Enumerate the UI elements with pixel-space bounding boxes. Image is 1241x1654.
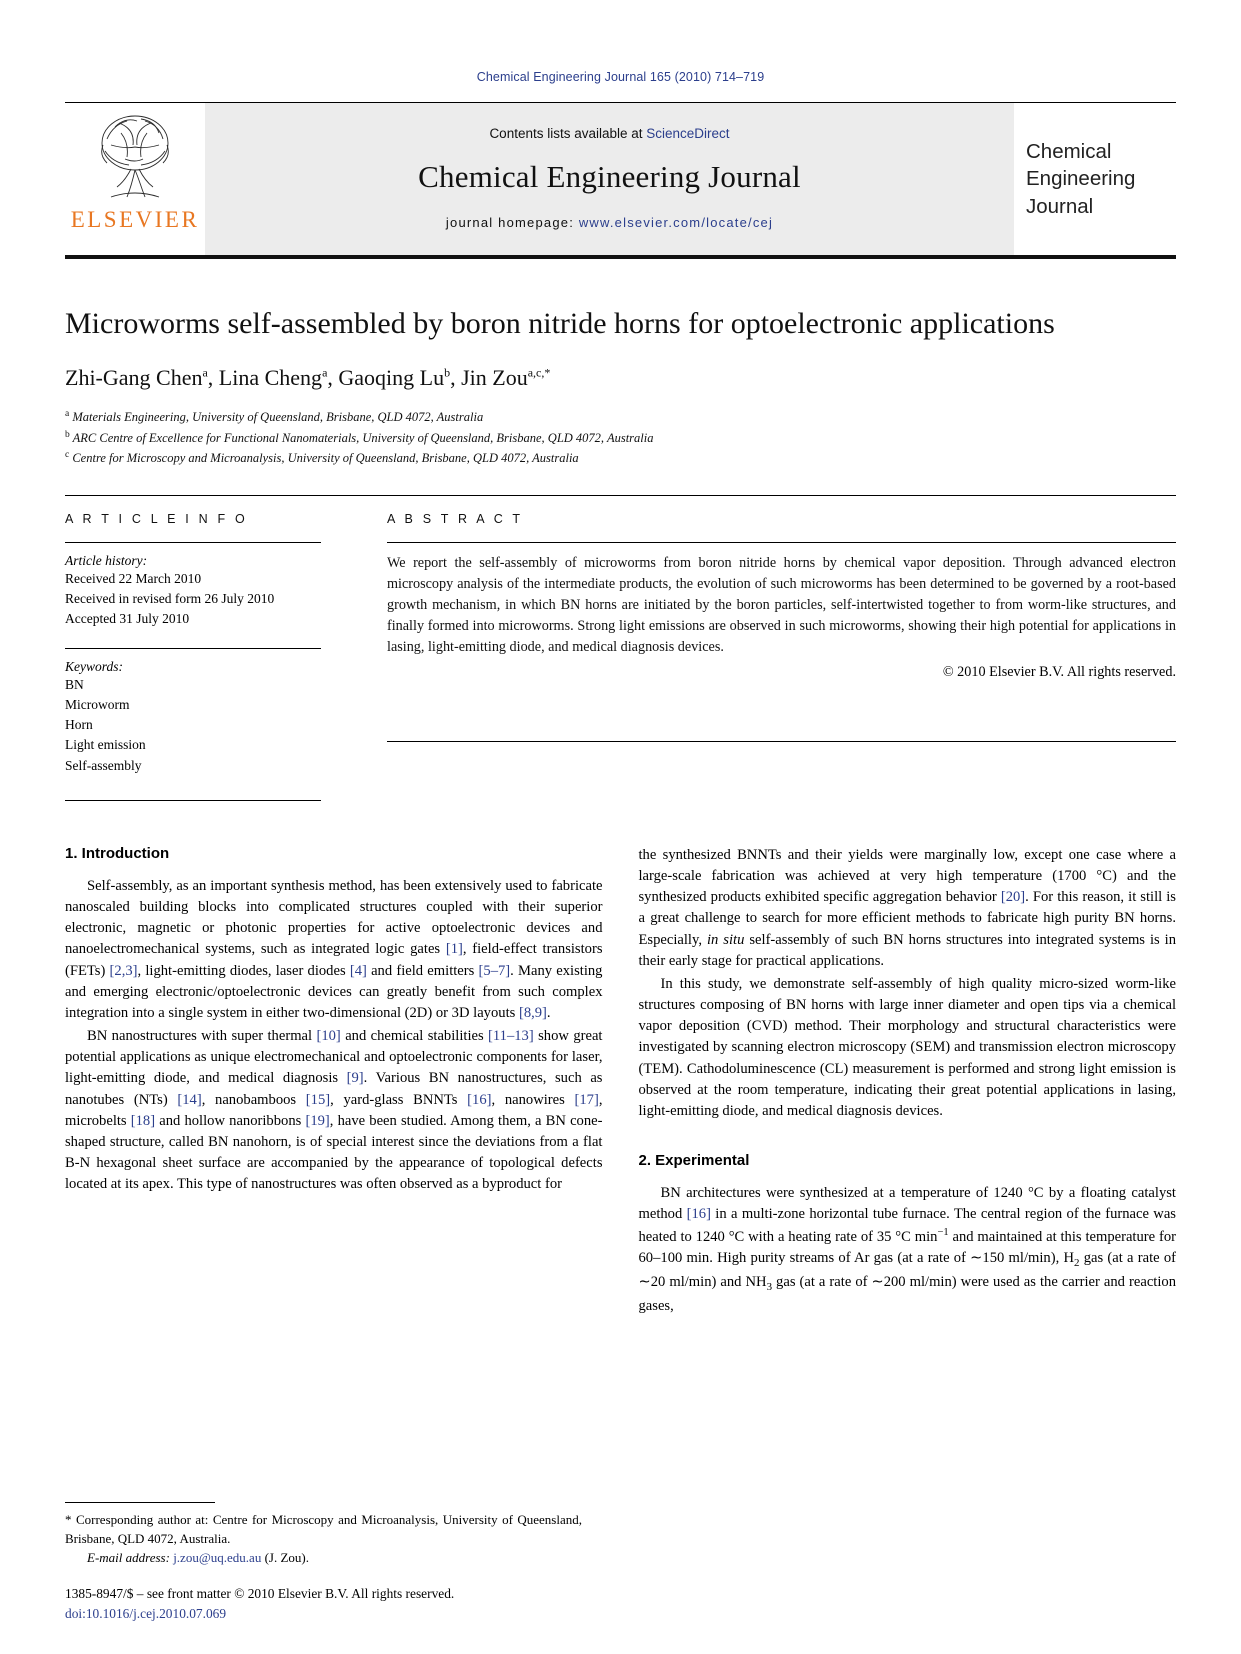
journal-title: Chemical Engineering Journal <box>418 159 801 194</box>
footer-imprint <box>65 1584 625 1624</box>
citation-link[interactable]: [20] <box>1000 889 1026 906</box>
article-info-column <box>65 512 351 801</box>
homepage-link[interactable]: www.elsevier.com/locate/cej <box>578 215 774 230</box>
contents-prefix: Contents lists available at <box>489 126 647 141</box>
citation-link[interactable]: [16] <box>467 1091 492 1108</box>
contents-available-line <box>489 126 729 141</box>
citation-link[interactable]: [17] <box>574 1091 599 1108</box>
journal-masthead <box>65 102 1176 259</box>
citation-link[interactable]: [9] <box>346 1070 364 1087</box>
citation-link[interactable]: [15] <box>305 1091 331 1108</box>
keyword-item: Self-assembly <box>65 757 142 773</box>
body-column-left <box>65 845 603 1319</box>
footnote-area <box>65 1502 582 1568</box>
footnote-divider <box>65 1502 215 1503</box>
section-heading-introduction: 1. Introduction <box>65 844 170 862</box>
journal-cover-title <box>1014 103 1176 255</box>
email-note <box>65 1549 582 1568</box>
cover-line-3: Journal <box>1026 194 1094 218</box>
article-info-heading: A R T I C L E I N F O <box>65 511 248 526</box>
citation-link[interactable]: [5–7] <box>478 962 511 979</box>
abstract-text: We report the self-assembly of microworms from boron nitride horns by chemical vapor deposition. Through advanced electron microscopy analysis of the intermediate products, the evolution of such microworms has been determined to be governed by a root-based growth mechanism, in which BN horns are initiated by the boron particles, self-intertwisted together to from worm-like structures, and finally formed into microworms. Strong light emissions are observed in such microworms, showing their high potential for applications in lasing, light-emitting diode, and medical diagnosis devices. <box>387 554 1176 656</box>
citation-link[interactable]: [4] <box>349 962 367 979</box>
citation-link[interactable]: [2,3] <box>109 962 138 979</box>
homepage-prefix: journal homepage: <box>445 215 579 230</box>
citation-link[interactable]: [19] <box>305 1112 330 1129</box>
section-heading-experimental: 2. Experimental <box>638 1152 750 1170</box>
keyword-item: Horn <box>65 717 93 733</box>
abstract-heading: A B S T R A C T <box>387 511 524 526</box>
keywords-title: Keywords: <box>65 658 123 674</box>
citation-link[interactable]: [14] <box>177 1091 202 1108</box>
divider <box>387 542 1176 543</box>
masthead-center <box>205 103 1014 255</box>
issn-line: 1385-8947/$ – see front matter © 2010 Elsevier B.V. All rights reserved. <box>65 1585 455 1601</box>
affiliation-c: $^c$ Centre for Microscopy and Microanalysis, University of Queensland, Brisbane, QLD 4072, Australia <box>65 450 579 466</box>
email-suffix: (J. Zou). <box>264 1550 310 1566</box>
citation-link[interactable]: [16] <box>686 1206 711 1223</box>
elsevier-tree-icon <box>81 109 189 205</box>
info-abstract-block <box>65 495 1176 801</box>
corresponding-author-note: * Corresponding author at: Centre for Microscopy and Microanalysis, University of Queensland, Brisbane, QLD 4072, Australia. <box>65 1512 582 1547</box>
page-title: Microworms self-assembled by boron nitride horns for optoelectronic applications <box>65 307 1055 340</box>
cover-line-1: Chemical <box>1026 140 1112 164</box>
paragraph: the synthesized BNNTs and their yields were marginally low, except one case where a large-scale fabrication was achieved at very high temperature (1700 °C) and the synthesized products exhibited specific aggregation behavior [20]. For this reason, it still is a great challenge to search for more efficient methods to fabricate high purity BN horns. Especially, in situ self-assembly of such BN horns structures into integrated systems is in their early stage for practical applications. <box>638 846 1177 969</box>
article-history-title: Article history: <box>65 552 148 568</box>
elsevier-wordmark: ELSEVIER <box>70 207 200 232</box>
email-label: E-mail address: <box>87 1550 170 1566</box>
history-accepted: Accepted 31 July 2010 <box>65 611 190 627</box>
paragraph: Self-assembly, as an important synthesis method, has been extensively used to fabricate nanoscaled building blocks into complicated structures coupled with their superior electronic, magnetic or photonic properties for active optoelectronic devices and nanoelectromechanical systems, such as integrated logic gates [1], field-effect transistors (FETs) [2,3], light-emitting diodes, laser diodes [4] and field emitters [5–7]. Many existing and emerging electronic/optoelectronic devices can greatly benefit from such complex integration into a single system in either two-dimensional (2D) or 3D layouts [8,9]. <box>65 877 603 1021</box>
doi-label: doi: <box>65 1605 86 1621</box>
email-link[interactable]: j.zou@uq.edu.au <box>173 1550 262 1566</box>
doi-value[interactable]: 10.1016/j.cej.2010.07.069 <box>85 1605 227 1621</box>
divider <box>65 800 321 801</box>
paragraph: BN architectures were synthesized at a temperature of 1240 °C by a floating catalyst method [16] in a multi-zone horizontal tube furnace. The central region of the furnace was heated to 1240 °C with a heating rate of 35 °C $\min^{-1}$ and maintained at this temperature for 60–100 min. High purity streams of Ar gas (at a rate of ∼150 ml/min), $H_2$ gas (at a rate of ∼20 ml/min) and $NH_3$ gas (at a rate of ∼200 ml/min) were used as the carrier and reaction gases, <box>638 1185 1177 1314</box>
divider <box>65 542 321 543</box>
citation-link[interactable]: [11–13] <box>488 1028 534 1045</box>
abstract-column <box>351 512 1176 801</box>
paragraph: In this study, we demonstrate self-assembly of high quality micro-sized worm-like structures composing of BN horns with large inner diameter and open tips via a chemical vapor deposition (CVD) method. Their morphology and structural characteristics were investigated by scanning electron microscopy (SEM) and transmission electron microscopy (TEM). Cathodoluminescence (CL) measurement is performed and strong light emission is observed at the room temperature, indicating their great potential applications in lasing, light-emitting diode, and medical diagnosis devices. <box>638 975 1176 1119</box>
affiliation-b: $^b$ ARC Centre of Excellence for Functional Nanomaterials, University of Queensland, Brisbane, QLD 4072, Australia <box>65 429 654 446</box>
doi-line <box>65 1604 625 1624</box>
citation-link[interactable]: [1] <box>445 941 463 958</box>
keyword-item: Microworm <box>65 696 130 712</box>
divider <box>65 648 321 649</box>
citation-link[interactable]: [10] <box>316 1028 341 1045</box>
body-columns <box>65 845 1176 1319</box>
running-head: Chemical Engineering Journal 165 (2010) 714–719 <box>476 70 765 84</box>
keyword-item: BN <box>65 676 84 692</box>
cover-line-2: Engineering <box>1026 167 1136 191</box>
publisher-logo <box>65 103 205 255</box>
affiliation-list <box>65 407 1176 469</box>
abstract-copyright: © 2010 Elsevier B.V. All rights reserved. <box>942 664 1176 681</box>
sciencedirect-link[interactable]: ScienceDirect <box>646 126 730 141</box>
citation-link[interactable]: [8,9] <box>518 1004 547 1021</box>
history-received: Received 22 March 2010 <box>65 570 202 586</box>
history-revised: Received in revised form 26 July 2010 <box>65 591 275 607</box>
divider <box>387 741 1176 742</box>
journal-homepage-line <box>446 215 773 230</box>
body-column-right <box>639 845 1177 1319</box>
keyword-item: Light emission <box>65 737 146 753</box>
author-list: Zhi-Gang Chen$^a$, Lina Cheng$^a$, Gaoqing Lu$^b$, Jin Zou$^{a,c,*}$ <box>65 365 551 391</box>
affiliation-a: $^a$ Materials Engineering, University of Queensland, Brisbane, QLD 4072, Australia <box>65 409 484 425</box>
citation-link[interactable]: [18] <box>130 1112 156 1129</box>
paragraph: BN nanostructures with super thermal [10] and chemical stabilities [11–13] show great potential applications as unique electromechanical and optoelectronic components for laser, light-emitting diode, and medical diagnosis [9]. Various BN nanostructures, such as nanotubes (NTs) [14], nanobamboos [15], yard-glass BNNTs [16], nanowires [17], microbelts [18] and hollow nanoribbons [19], have been studied. Among them, a BN cone-shaped structure, called BN nanohorn, is of special interest since the deviations from a flat B-N hexagonal sheet surface are accompanied by the appearance of topological defects located at its apex. This type of nanostructures was often observed as a byproduct for <box>65 1028 603 1193</box>
